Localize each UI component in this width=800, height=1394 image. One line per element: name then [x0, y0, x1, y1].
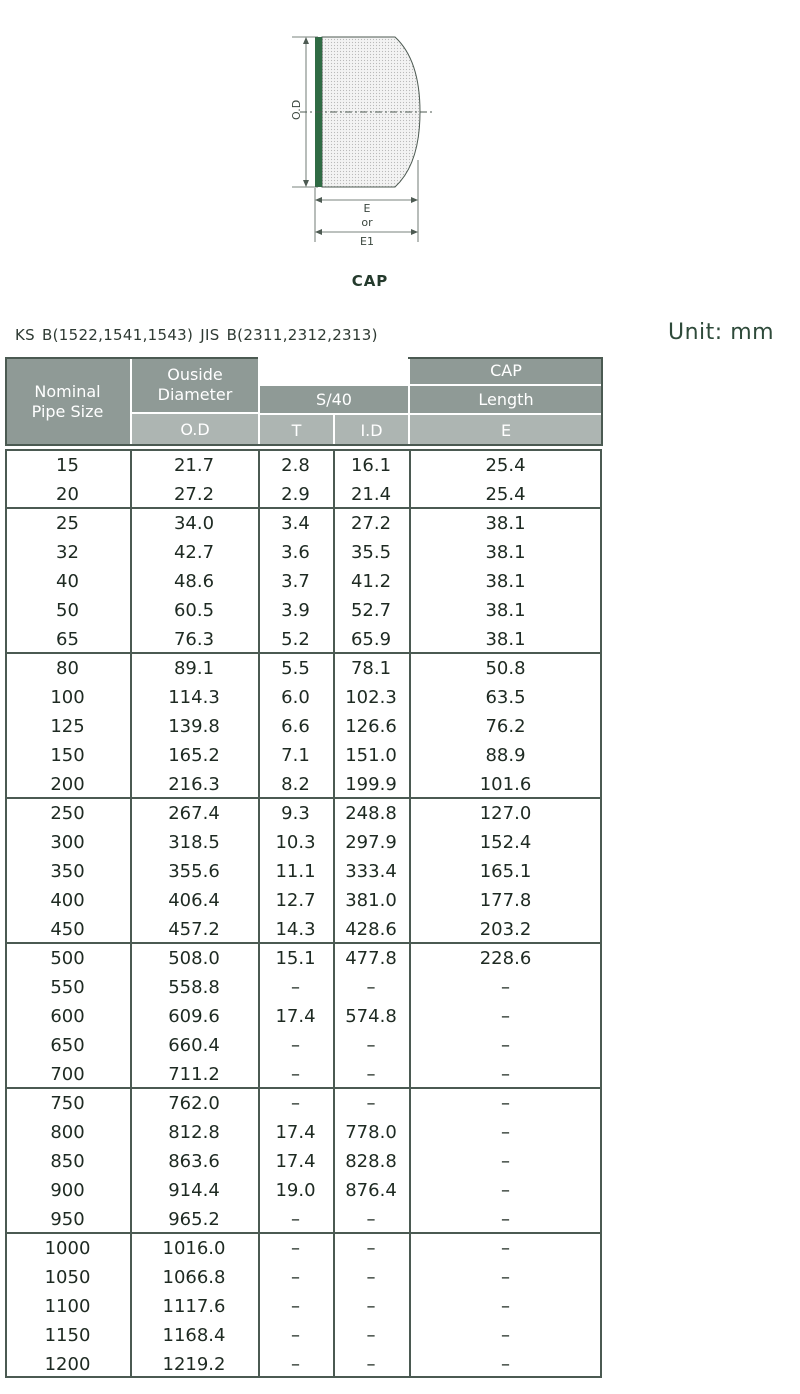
cell-od: 508.0 — [168, 948, 220, 969]
cell-t: 2.8 — [281, 455, 310, 476]
cell-t: 12.7 — [275, 890, 316, 911]
cell-t: – — [291, 1267, 300, 1288]
cell-nominal-size: 750 — [50, 1093, 85, 1114]
cell-e: – — [501, 1296, 510, 1317]
cell-t: 17.4 — [275, 1151, 316, 1172]
cell-nominal-size: 200 — [50, 774, 85, 795]
or-label: or — [361, 216, 373, 229]
cell-od: 27.2 — [173, 484, 215, 505]
cell-id: – — [366, 1064, 376, 1085]
cell-id: 876.4 — [345, 1180, 397, 1201]
cell-od: 267.4 — [168, 803, 220, 824]
cell-e: 50.8 — [485, 658, 526, 679]
cell-id: 35.5 — [350, 542, 392, 563]
cell-t: 8.2 — [281, 774, 310, 795]
cell-e: – — [501, 1006, 510, 1027]
cell-nominal-size: 800 — [50, 1122, 85, 1143]
cell-e: 25.4 — [485, 455, 526, 476]
cell-nominal-size: 350 — [50, 861, 85, 882]
cell-nominal-size: 250 — [50, 803, 85, 824]
cell-id: 778.0 — [345, 1122, 397, 1143]
cell-nominal-size: 300 — [50, 832, 85, 853]
cell-id: – — [366, 1238, 376, 1259]
cell-od: 914.4 — [168, 1180, 220, 1201]
cell-nominal-size: 15 — [56, 455, 79, 476]
cell-id: 574.8 — [345, 1006, 397, 1027]
cell-e: 38.1 — [485, 600, 526, 621]
cell-nominal-size: 600 — [50, 1006, 85, 1027]
e1-dimension-label: E1 — [360, 235, 374, 248]
cell-t: – — [291, 1035, 300, 1056]
cell-e: 165.1 — [479, 861, 532, 882]
cell-nominal-size: 25 — [56, 513, 79, 534]
cell-e: – — [501, 1267, 510, 1288]
cell-nominal-size: 650 — [50, 1035, 85, 1056]
cell-id: – — [366, 1035, 376, 1056]
cell-od: 89.1 — [173, 658, 215, 679]
cell-e: – — [501, 1325, 510, 1346]
cell-od: 457.2 — [168, 919, 220, 940]
e-dimension-label: E — [363, 202, 371, 215]
cell-od: 406.4 — [168, 890, 220, 911]
cell-nominal-size: 20 — [56, 484, 79, 505]
cap-diagram — [270, 20, 470, 250]
cell-t: – — [291, 1209, 300, 1230]
cell-e: – — [501, 1122, 510, 1143]
cell-nominal-size: 500 — [50, 948, 85, 969]
cell-od: 114.3 — [168, 687, 220, 708]
cell-od: 216.3 — [168, 774, 220, 795]
cell-t: 9.3 — [281, 803, 310, 824]
cell-t: – — [291, 977, 300, 998]
cell-od: 1219.2 — [162, 1354, 226, 1375]
cell-id: – — [366, 1093, 376, 1114]
cell-t: – — [291, 1064, 300, 1085]
cell-od: 558.8 — [168, 977, 220, 998]
cell-nominal-size: 150 — [50, 745, 85, 766]
cell-e: – — [501, 1180, 510, 1201]
cell-id: 199.9 — [345, 774, 397, 795]
cell-e: 38.1 — [485, 542, 526, 563]
header-outside-diameter: Ouside Diameter — [132, 357, 258, 412]
cell-id: – — [366, 1325, 376, 1346]
cell-e: 76.2 — [485, 716, 526, 737]
cell-e: – — [501, 1093, 510, 1114]
cell-t: 15.1 — [275, 948, 316, 969]
cell-t: 6.6 — [281, 716, 310, 737]
cell-e: 88.9 — [485, 745, 526, 766]
header-t: T — [260, 415, 333, 446]
cell-od: 21.7 — [173, 455, 215, 476]
cell-od: 139.8 — [168, 716, 220, 737]
cell-od: 355.6 — [168, 861, 220, 882]
cell-id: 52.7 — [350, 600, 392, 621]
header-length: Length — [410, 386, 602, 413]
header-od: O.D — [132, 414, 258, 446]
cell-e: 177.8 — [479, 890, 532, 911]
cell-t: 7.1 — [281, 745, 310, 766]
cell-id: 78.1 — [350, 658, 392, 679]
cell-id: 27.2 — [350, 513, 392, 534]
cell-od: 863.6 — [168, 1151, 220, 1172]
cell-e: 127.0 — [479, 803, 532, 824]
cell-t: 5.5 — [281, 658, 310, 679]
cell-e: 203.2 — [479, 919, 532, 940]
cell-id: 16.1 — [350, 455, 392, 476]
cell-id: 126.6 — [345, 716, 397, 737]
cell-e: – — [501, 1151, 510, 1172]
cell-id: 21.4 — [350, 484, 392, 505]
header-gap — [258, 357, 408, 384]
cell-nominal-size: 100 — [50, 687, 85, 708]
cell-nominal-size: 700 — [50, 1064, 85, 1085]
cell-nominal-size: 1200 — [44, 1354, 91, 1375]
cell-nominal-size: 50 — [56, 600, 79, 621]
cell-od: 762.0 — [168, 1093, 220, 1114]
cell-t: 3.4 — [281, 513, 310, 534]
cell-id: 248.8 — [345, 803, 397, 824]
cell-nominal-size: 400 — [50, 890, 85, 911]
cell-e: – — [501, 1035, 510, 1056]
cell-od: 812.8 — [168, 1122, 220, 1143]
cell-id: 41.2 — [350, 571, 392, 592]
cell-id: 65.9 — [350, 629, 392, 650]
header-cap: CAP — [410, 357, 602, 384]
cell-od: 76.3 — [173, 629, 215, 650]
cell-t: – — [291, 1325, 300, 1346]
diagram-caption: CAP — [351, 272, 389, 290]
cell-e: 25.4 — [485, 484, 526, 505]
cell-t: 3.7 — [281, 571, 310, 592]
cell-nominal-size: 65 — [56, 629, 79, 650]
cell-t: 11.1 — [275, 861, 316, 882]
cell-t: 3.6 — [281, 542, 310, 563]
cell-nominal-size: 450 — [50, 919, 85, 940]
cell-e: – — [501, 977, 510, 998]
header-schedule-40: S/40 — [260, 386, 408, 413]
cell-id: – — [366, 1354, 376, 1375]
cell-nominal-size: 900 — [50, 1180, 85, 1201]
cell-id: 428.6 — [345, 919, 397, 940]
cell-od: 1016.0 — [162, 1238, 226, 1259]
cell-od: 1066.8 — [162, 1267, 226, 1288]
cell-t: 10.3 — [275, 832, 316, 853]
cell-t: 17.4 — [275, 1122, 316, 1143]
cell-e: 38.1 — [485, 513, 526, 534]
cell-t: 2.9 — [281, 484, 310, 505]
cell-t: 5.2 — [281, 629, 310, 650]
cell-od: 60.5 — [173, 600, 215, 621]
cell-nominal-size: 125 — [50, 716, 85, 737]
cell-od: 609.6 — [168, 1006, 220, 1027]
cell-e: – — [501, 1064, 510, 1085]
cell-id: 381.0 — [345, 890, 397, 911]
cell-id: 477.8 — [345, 948, 397, 969]
cell-e: 101.6 — [479, 774, 532, 795]
cell-e: 63.5 — [485, 687, 526, 708]
cell-od: 1168.4 — [162, 1325, 226, 1346]
cell-nominal-size: 1000 — [44, 1238, 91, 1259]
cell-od: 660.4 — [168, 1035, 220, 1056]
cell-e: – — [501, 1238, 510, 1259]
cell-nominal-size: 40 — [56, 571, 79, 592]
cell-nominal-size: 550 — [50, 977, 85, 998]
header-id: I.D — [335, 415, 408, 446]
cell-nominal-size: 32 — [56, 542, 79, 563]
cell-id: – — [366, 1267, 376, 1288]
cell-id: 102.3 — [345, 687, 397, 708]
cell-id: 828.8 — [345, 1151, 397, 1172]
standards-reference: KS B(1522,1541,1543) JIS B(2311,2312,2313) — [15, 326, 378, 344]
cell-nominal-size: 950 — [50, 1209, 85, 1230]
cell-id: – — [366, 1209, 376, 1230]
cell-od: 34.0 — [173, 513, 215, 534]
cell-e: 38.1 — [485, 571, 526, 592]
cell-t: – — [291, 1238, 300, 1259]
cell-id: 151.0 — [345, 745, 397, 766]
cell-e: – — [501, 1354, 510, 1375]
cell-od: 42.7 — [173, 542, 215, 563]
cell-nominal-size: 80 — [56, 658, 79, 679]
cell-od: 318.5 — [168, 832, 220, 853]
cell-t: – — [291, 1354, 300, 1375]
cell-od: 48.6 — [173, 571, 215, 592]
od-dimension-label: O.D — [290, 99, 303, 120]
cell-nominal-size: 850 — [50, 1151, 85, 1172]
cell-t: 17.4 — [275, 1006, 316, 1027]
cell-id: 297.9 — [345, 832, 397, 853]
cell-e: 152.4 — [479, 832, 532, 853]
cell-nominal-size: 1050 — [44, 1267, 91, 1288]
cell-id: – — [366, 1296, 376, 1317]
cell-t: 3.9 — [281, 600, 310, 621]
cell-od: 711.2 — [168, 1064, 220, 1085]
cell-od: 165.2 — [168, 745, 220, 766]
cell-t: 14.3 — [275, 919, 316, 940]
cell-t: 19.0 — [275, 1180, 316, 1201]
cell-t: 6.0 — [281, 687, 310, 708]
cell-e: – — [501, 1209, 510, 1230]
unit-label: Unit: mm — [668, 320, 775, 345]
cell-nominal-size: 1150 — [44, 1325, 91, 1346]
cell-e: 38.1 — [485, 629, 526, 650]
cell-t: – — [291, 1296, 300, 1317]
cell-od: 1117.6 — [162, 1296, 226, 1317]
header-nominal-pipe-size: Nominal Pipe Size — [5, 357, 130, 446]
cell-e: 228.6 — [479, 948, 532, 969]
cell-id: – — [366, 977, 376, 998]
header-e: E — [410, 415, 602, 446]
cell-od: 965.2 — [168, 1209, 220, 1230]
cell-nominal-size: 1100 — [44, 1296, 91, 1317]
cell-id: 333.4 — [345, 861, 397, 882]
cell-t: – — [291, 1093, 300, 1114]
